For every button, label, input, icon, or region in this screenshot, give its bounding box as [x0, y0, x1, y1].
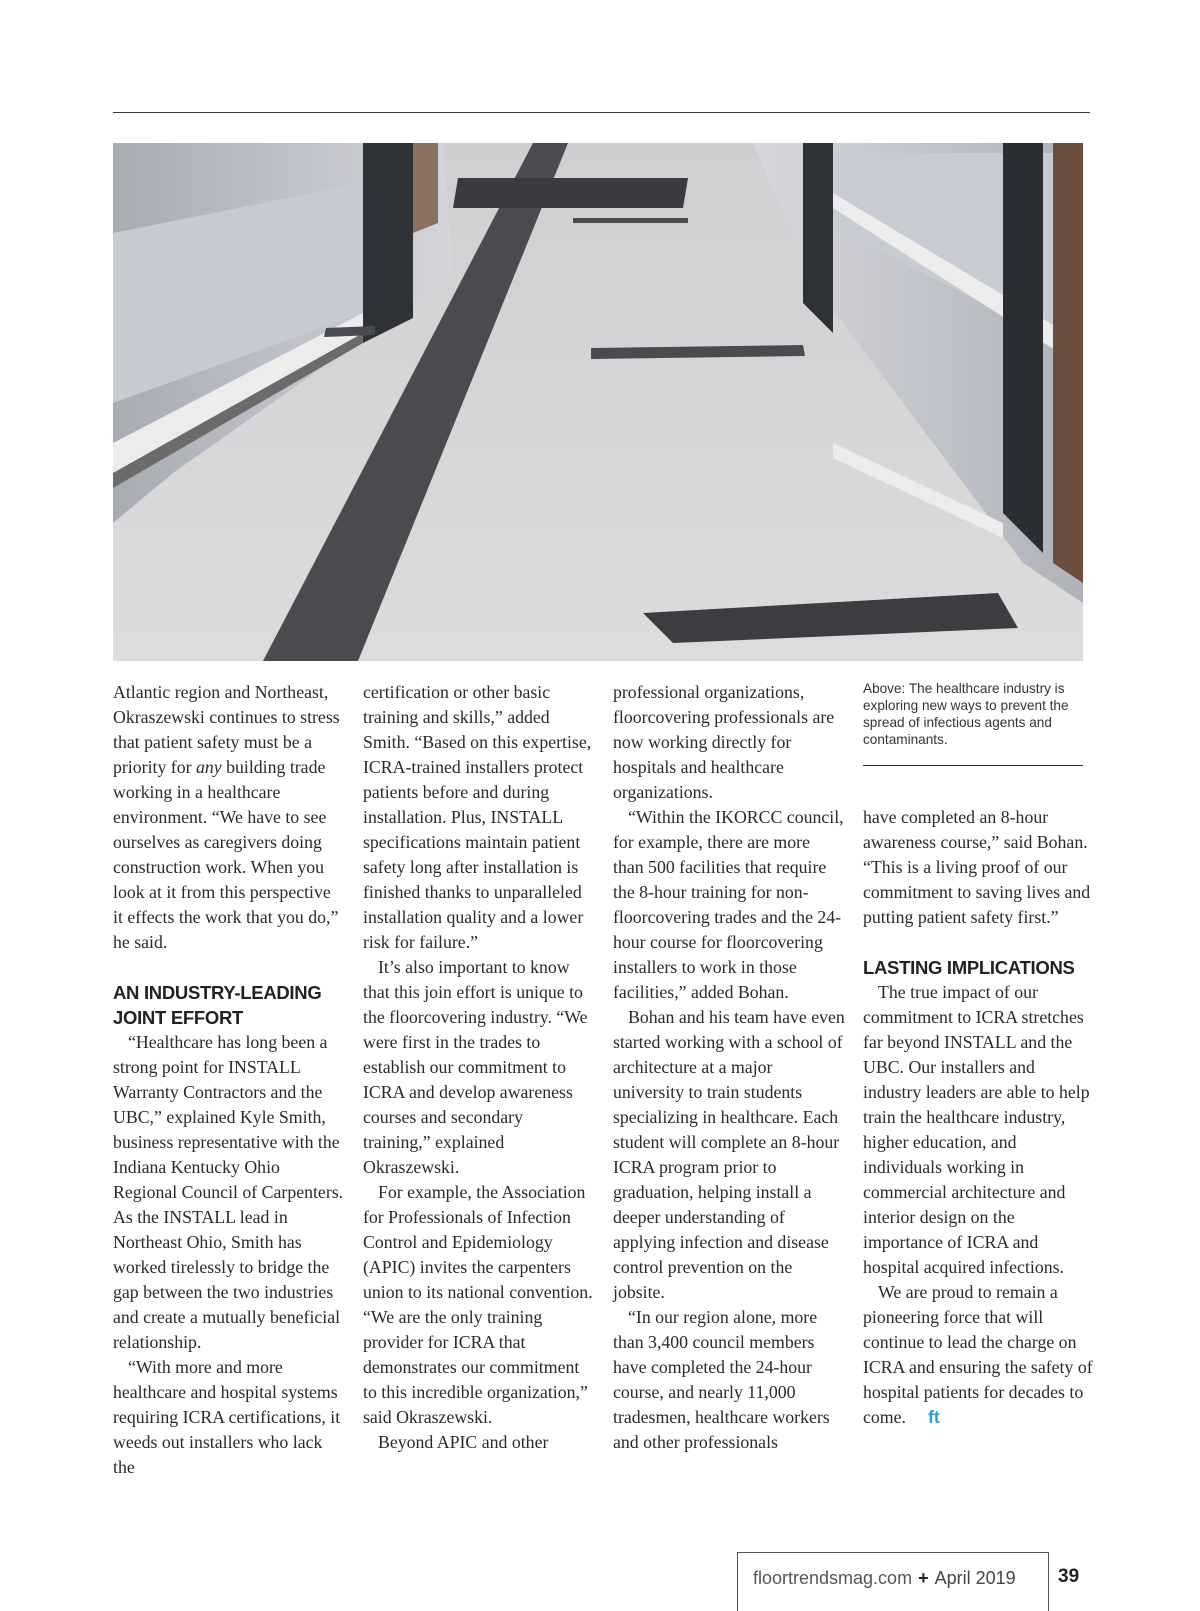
end-mark-logo: ft [927, 1407, 940, 1427]
emphasis: any [195, 757, 222, 777]
paragraph: For example, the Association for Professionals of Infection Control and Epidemiology (APIC) invites the carpenters union to its national convention. “We are the only training provider for ICRA that demonstrates our commitment to this incredible organization,” said Okraszewski. [363, 1182, 593, 1427]
paragraph: “With more and more healthcare and hospital systems requiring ICRA certifications, it weeds out installers who lack the [113, 1357, 341, 1477]
footer-site: floortrendsmag.com [753, 1568, 913, 1588]
paragraph: have completed an 8-hour awareness course,” said Bohan. “This is a living proof of our commitment to saving lives and putting patient safety first.” [863, 807, 1091, 927]
paragraph: As the INSTALL lead in Northeast Ohio, Smith has worked tirelessly to bridge the gap between the two industries and create a mutually beneficial relationship. [113, 1207, 341, 1352]
article-column-3 [613, 680, 845, 1455]
paragraph: Bohan and his team have even started working with a school of architecture at a major university to train students specializing in healthcare. Each student will complete an 8-hour ICRA program prior to graduation, helping install a deeper understanding of applying infection and disease control prevention on the jobsite. [613, 1007, 845, 1302]
paragraph: It’s also important to know that this join effort is unique to the floorcovering industry. “We were first in the trades to establish our commitment to ICRA and develop awareness courses and secondary training,” explained Okraszewski. [363, 957, 588, 1177]
paragraph: “Within the IKORCC council, for example, there are more than 500 facilities that require the 8-hour training for non-floorcovering trades and the 24-hour course for floorcovering installers to work in those facilities,” added Bohan. [613, 807, 844, 1002]
paragraph: certification or other basic training and skills,” added Smith. “Based on this expertise, ICRA-trained installers protect patients before and during installation. Plus, INSTALL specifications maintain patient safety long after installation is finished thanks to unparalleled installation quality and a lower risk for failure.” [363, 682, 592, 952]
photo-caption: Above: The healthcare industry is exploring new ways to prevent the spread of infectious agents and contaminants. [863, 681, 1069, 747]
caption-rule [863, 765, 1083, 766]
top-rule [113, 112, 1090, 113]
hospital-corridor-photo [113, 143, 1083, 661]
footer-separator: + [918, 1568, 929, 1588]
paragraph: “In our region alone, more than 3,400 council members have completed the 24-hour course, and nearly 11,000 tradesmen, healthcare workers and other professionals [613, 1307, 830, 1452]
paragraph: Atlantic region and Northeast, Okraszewski continues to stress that patient safety must be a priority for any building trade working in a healthcare environment. “We have to see ourselves as caregivers doing construction work. When you look at it from this perspective it effects the work that you do,” he said. [113, 682, 340, 952]
page-number: 39 [1058, 1566, 1080, 1587]
paragraph: The true impact of our commitment to ICRA stretches far beyond INSTALL and the UBC. Our installers and industry leaders are able to help train the healthcare industry, higher education, and individuals working in commercial architecture and interior design on the importance of ICRA and hospital acquired infections. [863, 982, 1090, 1277]
paragraph: professional organizations, floorcovering professionals are now working directly for hospitals and healthcare organizations. [613, 682, 835, 802]
footer-issue: April 2019 [934, 1568, 1016, 1588]
footer-folio [753, 1568, 1016, 1589]
article-column-2 [363, 680, 595, 1455]
paragraph: “Healthcare has long been a strong point for INSTALL Warranty Contractors and the UBC,” explained Kyle Smith, business representative with the Indiana Kentucky Ohio Regional Council of Carpenters. [113, 1032, 344, 1202]
section-heading: AN INDUSTRY-LEADING JOINT EFFORT [113, 982, 322, 1028]
article-column-1 [113, 680, 345, 1480]
section-heading: LASTING IMPLICATIONS [863, 957, 1075, 978]
article-column-4 [863, 805, 1093, 1430]
paragraph: We are proud to remain a pioneering force that will continue to lead the charge on ICRA and ensuring the safety of hospital patients for decades to come. ft [863, 1282, 1093, 1427]
paragraph: Beyond APIC and other [378, 1432, 549, 1452]
